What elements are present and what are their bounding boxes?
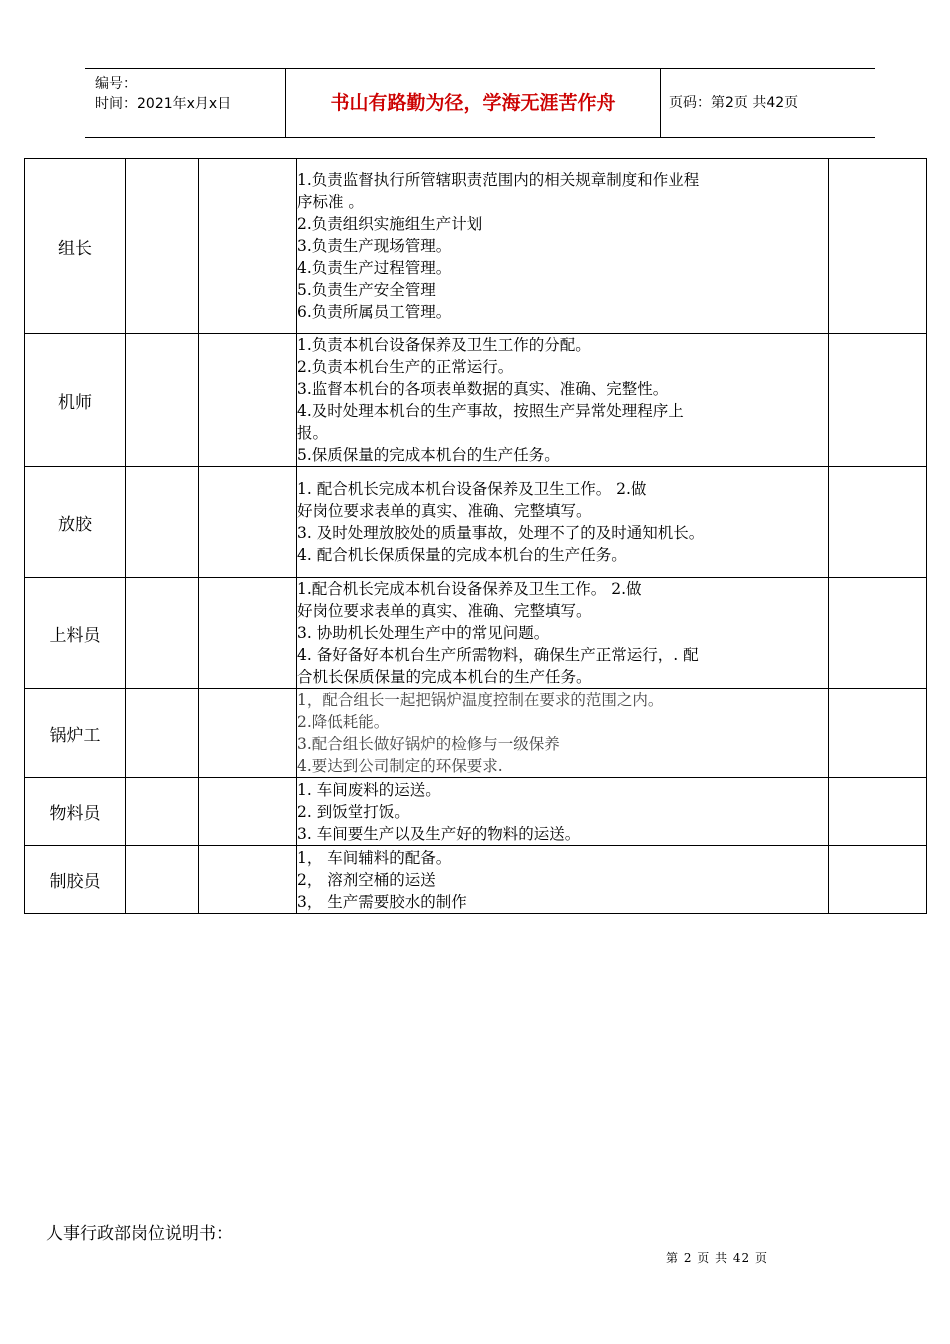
empty-cell — [126, 159, 199, 334]
empty-cell — [199, 334, 297, 467]
role-duties — [297, 467, 829, 578]
duty-line: 6.负责所属员工管理。 — [297, 303, 452, 321]
header-motto: 书山有路勤为径，学海无涯苦作舟 — [285, 69, 661, 137]
duty-line: 1. 车间废料的运送。 — [297, 780, 441, 799]
duty-line: 3.负责生产现场管理。 — [297, 237, 452, 255]
duty-line: 3.监督本机台的各项表单数据的真实、准确、完整性。 — [297, 380, 669, 398]
duty-line: 3.配合组长做好锅炉的检修与一级保养 — [297, 735, 560, 753]
role-duties — [297, 578, 829, 689]
empty-cell — [829, 159, 927, 334]
duty-line: 好岗位要求表单的真实、准确、完整填写。 — [297, 502, 592, 520]
duty-line: 1.配合机长完成本机台设备保养及卫生工作。 2.做 — [297, 580, 642, 598]
header-meta — [85, 69, 285, 137]
role-duties — [297, 159, 829, 334]
role-duties — [297, 689, 829, 778]
duty-line: 2.负责本机台生产的正常运行。 — [297, 358, 514, 376]
duty-line: 4. 备好备好本机台生产所需物料，确保生产正常运行，. 配 — [297, 646, 699, 664]
duty-line: 4.要达到公司制定的环保要求. — [297, 757, 503, 775]
empty-cell — [829, 467, 927, 578]
empty-cell — [126, 467, 199, 578]
duty-line: 3. 车间要生产以及生产好的物料的运送。 — [297, 824, 581, 843]
role-duties — [297, 778, 829, 846]
empty-cell — [126, 578, 199, 689]
table-row — [25, 689, 927, 778]
empty-cell — [829, 778, 927, 846]
empty-cell — [199, 159, 297, 334]
duty-line: 4.负责生产过程管理。 — [297, 259, 452, 277]
table-row — [25, 778, 927, 846]
page-header — [85, 68, 875, 138]
empty-cell — [829, 689, 927, 778]
section-title: 人事行政部岗位说明书： — [46, 1224, 233, 1244]
duty-line: 3. 及时处理放胶处的质量事故，处理不了的及时通知机长。 — [297, 524, 705, 542]
page-number: 第 2 页 共 42 页 — [666, 1251, 768, 1265]
empty-cell — [199, 689, 297, 778]
duty-line: 1，配合组长一起把锅炉温度控制在要求的范围之内。 — [297, 691, 664, 709]
duty-line: 好岗位要求表单的真实、准确、完整填写。 — [297, 602, 592, 620]
duty-line: 5.负责生产安全管理 — [297, 281, 436, 299]
table-row — [25, 159, 927, 334]
role-title: 锅炉工 — [25, 689, 126, 778]
role-title: 机师 — [25, 334, 126, 467]
duty-line: 2.负责组织实施组生产计划 — [297, 215, 483, 233]
duty-line: 2， 溶剂空桶的运送 — [297, 870, 436, 889]
empty-cell — [829, 578, 927, 689]
empty-cell — [199, 578, 297, 689]
role-title: 上料员 — [25, 578, 126, 689]
empty-cell — [199, 846, 297, 914]
duty-line: 合机长保质保量的完成本机台的生产任务。 — [297, 668, 592, 686]
table-row — [25, 578, 927, 689]
duty-line: 1.负责本机台设备保养及卫生工作的分配。 — [297, 336, 591, 354]
duty-line: 4.及时处理本机台的生产事故，按照生产异常处理程序上 — [297, 402, 684, 420]
empty-cell — [199, 778, 297, 846]
duty-line: 1.负责监督执行所管辖职责范围内的相关规章制度和作业程 — [297, 171, 700, 189]
role-duties — [297, 334, 829, 467]
duty-line: 3， 生产需要胶水的制作 — [297, 892, 467, 911]
table-row — [25, 467, 927, 578]
duty-line: 1， 车间辅料的配备。 — [297, 848, 452, 867]
serial-label: 编号： — [95, 76, 137, 92]
empty-cell — [126, 689, 199, 778]
role-duties — [297, 846, 829, 914]
time-label: 时间：2021年x月x日 — [95, 96, 232, 112]
duty-line: 序标准 。 — [297, 193, 364, 211]
empty-cell — [126, 846, 199, 914]
duty-line: 4. 配合机长保质保量的完成本机台的生产任务。 — [297, 546, 627, 564]
duty-line: 2.降低耗能。 — [297, 713, 390, 731]
table-row — [25, 334, 927, 467]
duty-line: 2. 到饭堂打饭。 — [297, 802, 410, 821]
role-title: 物料员 — [25, 778, 126, 846]
empty-cell — [126, 778, 199, 846]
role-title: 制胶员 — [25, 846, 126, 914]
header-page-info: 页码：第2页 共42页 — [669, 95, 799, 111]
empty-cell — [829, 334, 927, 467]
duty-line: 5.保质保量的完成本机台的生产任务。 — [297, 446, 560, 464]
duty-line: 3. 协助机长处理生产中的常见问题。 — [297, 624, 550, 642]
role-title: 放胶 — [25, 467, 126, 578]
table-row — [25, 846, 927, 914]
role-duties-table — [24, 158, 927, 914]
duty-line: 1. 配合机长完成本机台设备保养及卫生工作。 2.做 — [297, 480, 647, 498]
empty-cell — [199, 467, 297, 578]
empty-cell — [829, 846, 927, 914]
role-title: 组长 — [25, 159, 126, 334]
duty-line: 报。 — [297, 424, 329, 442]
empty-cell — [126, 334, 199, 467]
